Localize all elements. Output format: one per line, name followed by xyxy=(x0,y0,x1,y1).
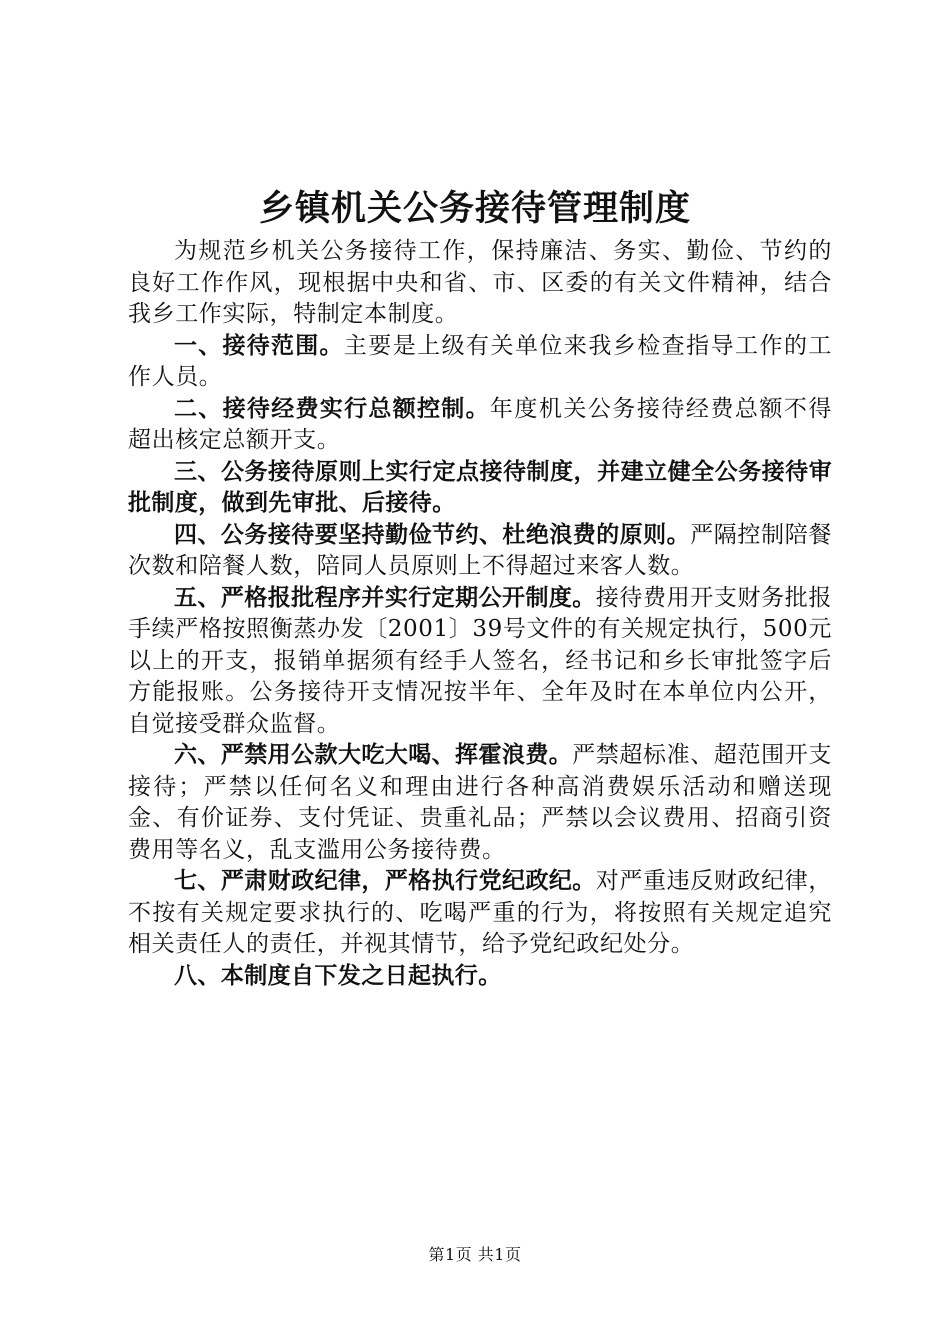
paragraph-lead: 三、公务接待原则上实行定点接待制度，并建立健全公务接待审批制度，做到先审批、后接待。 xyxy=(128,458,832,516)
paragraph-section-4 xyxy=(128,520,832,583)
page-number-footer: 第1页 共1页 xyxy=(428,1245,522,1264)
paragraph-intro xyxy=(128,236,832,331)
document-body xyxy=(128,236,832,992)
paragraph-text: 主要是上级有关单位来我乡检查指导工作的工作人员。 xyxy=(128,332,832,390)
paragraph-section-5 xyxy=(128,583,832,741)
paragraph-text: 对严重违反财政纪律，不按有关规定要求执行的、吃喝严重的行为，将按照有关规定追究相关责任人的责任，并视其情节，给予党纪政纪处分。 xyxy=(128,868,832,957)
paragraph-section-2 xyxy=(128,394,832,457)
document-title: 乡镇机关公务接待管理制度 xyxy=(258,189,691,229)
paragraph-lead: 二、接待经费实行总额控制。 xyxy=(174,395,490,422)
paragraph-section-7 xyxy=(128,866,832,961)
paragraph-text: 严隔控制陪餐次数和陪餐人数，陪同人员原则上不得超过来客人数。 xyxy=(128,521,832,579)
paragraph-lead: 六、严禁用公款大吃大喝、挥霍浪费。 xyxy=(174,742,573,768)
paragraph-text: 为规范乡机关公务接待工作，保持廉洁、务实、勤俭、节约的良好工作作风，现根据中央和省、市、区委的有关文件精神，结合我乡工作实际，特制定本制度。 xyxy=(128,238,832,327)
paragraph-section-6 xyxy=(128,740,832,866)
paragraph-lead: 八、本制度自下发之日起执行。 xyxy=(174,962,502,989)
paragraph-text: 接待费用开支财务批报手续严格按照衡蒸办发〔2001〕39号文件的有关规定执行，500元以上的开支，报销单据须有经手人签名，经书记和乡长审批签字后方能报账。公务接待开支情况按半年、全年及时在本单位内公开，自觉接受群众监督。 xyxy=(128,584,832,737)
paragraph-section-8 xyxy=(128,961,832,993)
paragraph-section-3 xyxy=(128,457,832,520)
paragraph-lead: 七、严肃财政纪律，严格执行党纪政纪。 xyxy=(174,868,596,894)
paragraph-lead: 一、接待范围。 xyxy=(174,332,344,359)
paragraph-text: 年度机关公务接待经费总额不得超出核定总额开支。 xyxy=(128,395,833,453)
paragraph-lead: 四、公务接待要坚持勤俭节约、杜绝浪费的原则。 xyxy=(174,521,691,548)
paragraph-text: 严禁超标准、超范围开支接待；严禁以任何名义和理由进行各种高消费娱乐活动和赠送现金、有价证券、支付凭证、贵重礼品；严禁以会议费用、招商引资费用等名义，乱支滥用公务接待费。 xyxy=(128,742,832,863)
paragraph-section-1 xyxy=(128,331,832,394)
paragraph-lead: 五、严格报批程序并实行定期公开制度。 xyxy=(174,584,596,611)
